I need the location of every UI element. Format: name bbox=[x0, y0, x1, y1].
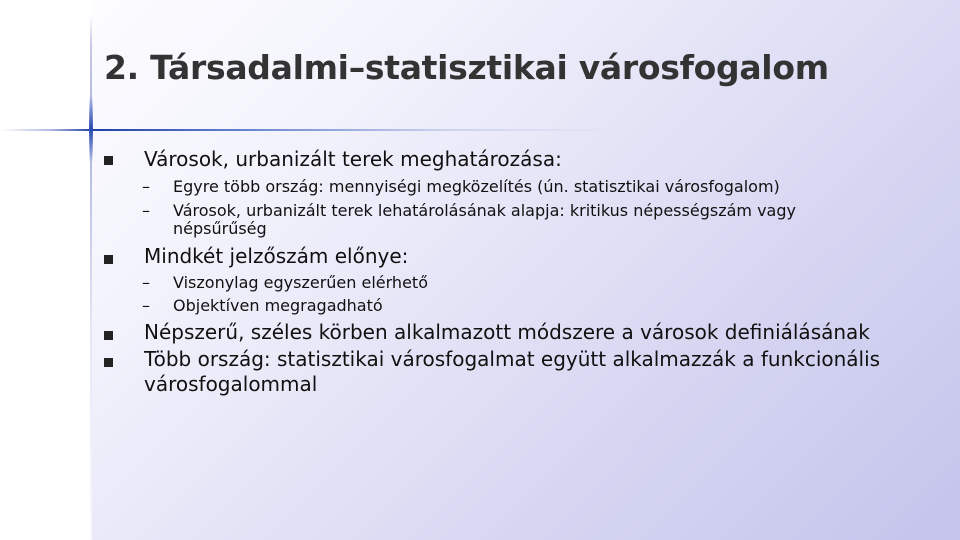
bullet-square-icon bbox=[104, 156, 113, 165]
sub-bullet-dash: – bbox=[142, 201, 150, 220]
sub-bullet-dash: – bbox=[142, 177, 150, 196]
bullet-1-sub-2-continuation: népsűrűség bbox=[173, 219, 267, 238]
bullet-4-continuation: városfogalommal bbox=[144, 372, 318, 396]
bullet-3-text: Népszerű, széles körben alkalmazott módszere a városok definiálásának bbox=[144, 320, 870, 344]
slide-title: 2. Társadalmi–statisztikai városfogalom bbox=[104, 48, 829, 87]
bullet-square-icon bbox=[104, 358, 113, 367]
bullet-1-text: Városok, urbanizált terek meghatározása: bbox=[144, 147, 562, 171]
sub-bullet-dash: – bbox=[142, 296, 150, 315]
bullet-1-sub-1: Egyre több ország: mennyiségi megközelítés (ún. statisztikai városfogalom) bbox=[173, 177, 780, 196]
bullet-2-sub-2: Objektíven megragadható bbox=[173, 296, 383, 315]
bullet-4-text: Több ország: statisztikai városfogalmat együtt alkalmazzák a funkcionális bbox=[144, 347, 881, 371]
bullet-square-icon bbox=[104, 255, 113, 264]
sub-bullet-dash: – bbox=[142, 273, 150, 292]
bullet-2-text: Mindkét jelzőszám előnye: bbox=[144, 244, 409, 268]
bullet-square-icon bbox=[104, 331, 113, 340]
bullet-1-sub-2: Városok, urbanizált terek lehatárolásának alapja: kritikus népességszám vagy bbox=[173, 201, 796, 220]
bullet-2-sub-1: Viszonylag egyszerűen elérhető bbox=[173, 273, 428, 292]
